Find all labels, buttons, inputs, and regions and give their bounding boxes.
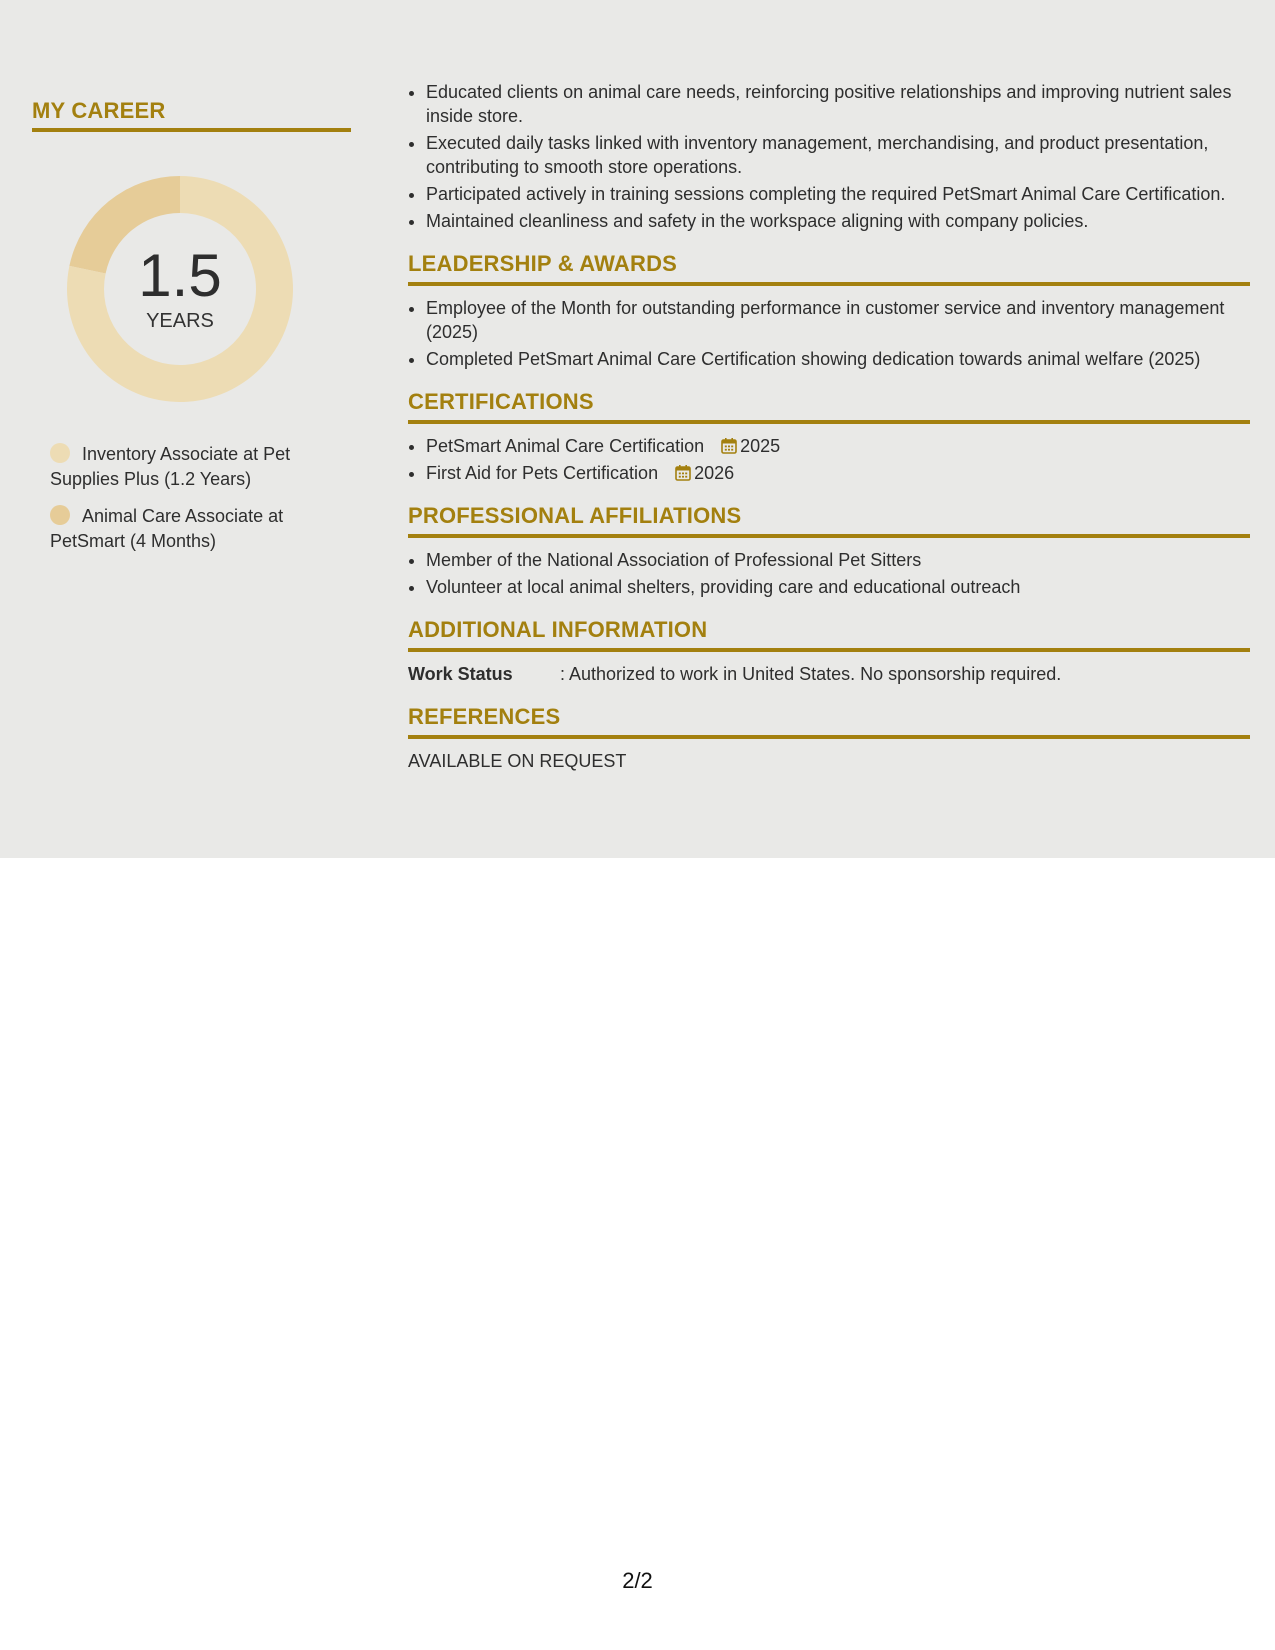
certifications-heading: CERTIFICATIONS	[408, 389, 594, 414]
legend-dot	[50, 443, 70, 463]
calendar-icon	[675, 464, 691, 481]
experience-bullet: • Educated clients on animal care needs, reinforcing positive relationships and improving nutrient sales inside store.	[426, 80, 1250, 128]
leadership-list	[408, 296, 1250, 371]
legend-label: Animal Care Associate at PetSmart (4 Months)	[50, 506, 284, 551]
section-rule	[408, 420, 1250, 424]
leadership-section	[408, 249, 1250, 371]
work-status-label: Work Status	[408, 664, 513, 684]
affiliation-item: • Member of the National Association of Professional Pet Sitters	[426, 548, 1250, 572]
experience-bullet: • Maintained cleanliness and safety in the workspace aligning with company policies.	[426, 209, 1250, 233]
certifications-list	[408, 434, 1250, 485]
page-number: 2/2	[622, 1568, 653, 1593]
main-content	[408, 80, 1250, 773]
certification-item	[426, 461, 1250, 485]
total-years-value: 1.5	[138, 242, 222, 309]
references-heading: REFERENCES	[408, 704, 561, 729]
legend-dot	[50, 505, 70, 525]
experience-bullet: • Executed daily tasks linked with inventory management, merchandising, and product presentation, contributing to smooth store operations.	[426, 131, 1250, 179]
career-heading-rule	[32, 128, 351, 132]
leadership-heading: LEADERSHIP & AWARDS	[408, 251, 678, 276]
leadership-item: • Completed PetSmart Animal Care Certification showing dedication towards animal welfare (2025)	[426, 347, 1250, 371]
experience-bullet: • Participated actively in training sessions completing the required PetSmart Animal Care Certification.	[426, 182, 1250, 206]
section-rule	[408, 735, 1250, 739]
certification-name: PetSmart Animal Care Certification	[426, 436, 705, 456]
certification-item	[426, 434, 1250, 458]
experience-bullet-list	[408, 80, 1250, 233]
section-rule	[408, 282, 1250, 286]
section-rule	[408, 534, 1250, 538]
references-section	[408, 702, 1250, 773]
affiliations-heading: PROFESSIONAL AFFILIATIONS	[408, 503, 742, 528]
donut-center	[65, 174, 295, 404]
certification-year: 2026	[694, 463, 735, 483]
section-rule	[408, 648, 1250, 652]
affiliations-list	[408, 548, 1250, 599]
career-legend	[50, 442, 351, 554]
certification-name: First Aid for Pets Certification	[426, 463, 659, 483]
legend-label: Inventory Associate at Pet Supplies Plus (1.2 Years)	[50, 444, 291, 489]
affiliations-section	[408, 501, 1250, 599]
leadership-item: • Employee of the Month for outstanding performance in customer service and inventory management (2025)	[426, 296, 1250, 344]
total-years-unit: YEARS	[146, 310, 214, 332]
career-heading: MY CAREER	[32, 98, 166, 123]
career-sidebar	[32, 96, 351, 566]
certifications-section	[408, 387, 1250, 485]
legend-item	[50, 442, 320, 492]
certification-year: 2025	[740, 436, 781, 456]
work-status-value: : Authorized to work in United States. No sponsorship required.	[560, 664, 1062, 684]
career-donut-chart	[65, 174, 295, 404]
additional-info-section	[408, 615, 1250, 686]
calendar-icon	[721, 437, 737, 454]
affiliation-item: • Volunteer at local animal shelters, providing care and educational outreach	[426, 575, 1250, 599]
legend-item	[50, 504, 320, 554]
references-text: AVAILABLE ON REQUEST	[408, 751, 627, 771]
additional-info-heading: ADDITIONAL INFORMATION	[408, 617, 708, 642]
work-status-row	[408, 662, 1250, 686]
